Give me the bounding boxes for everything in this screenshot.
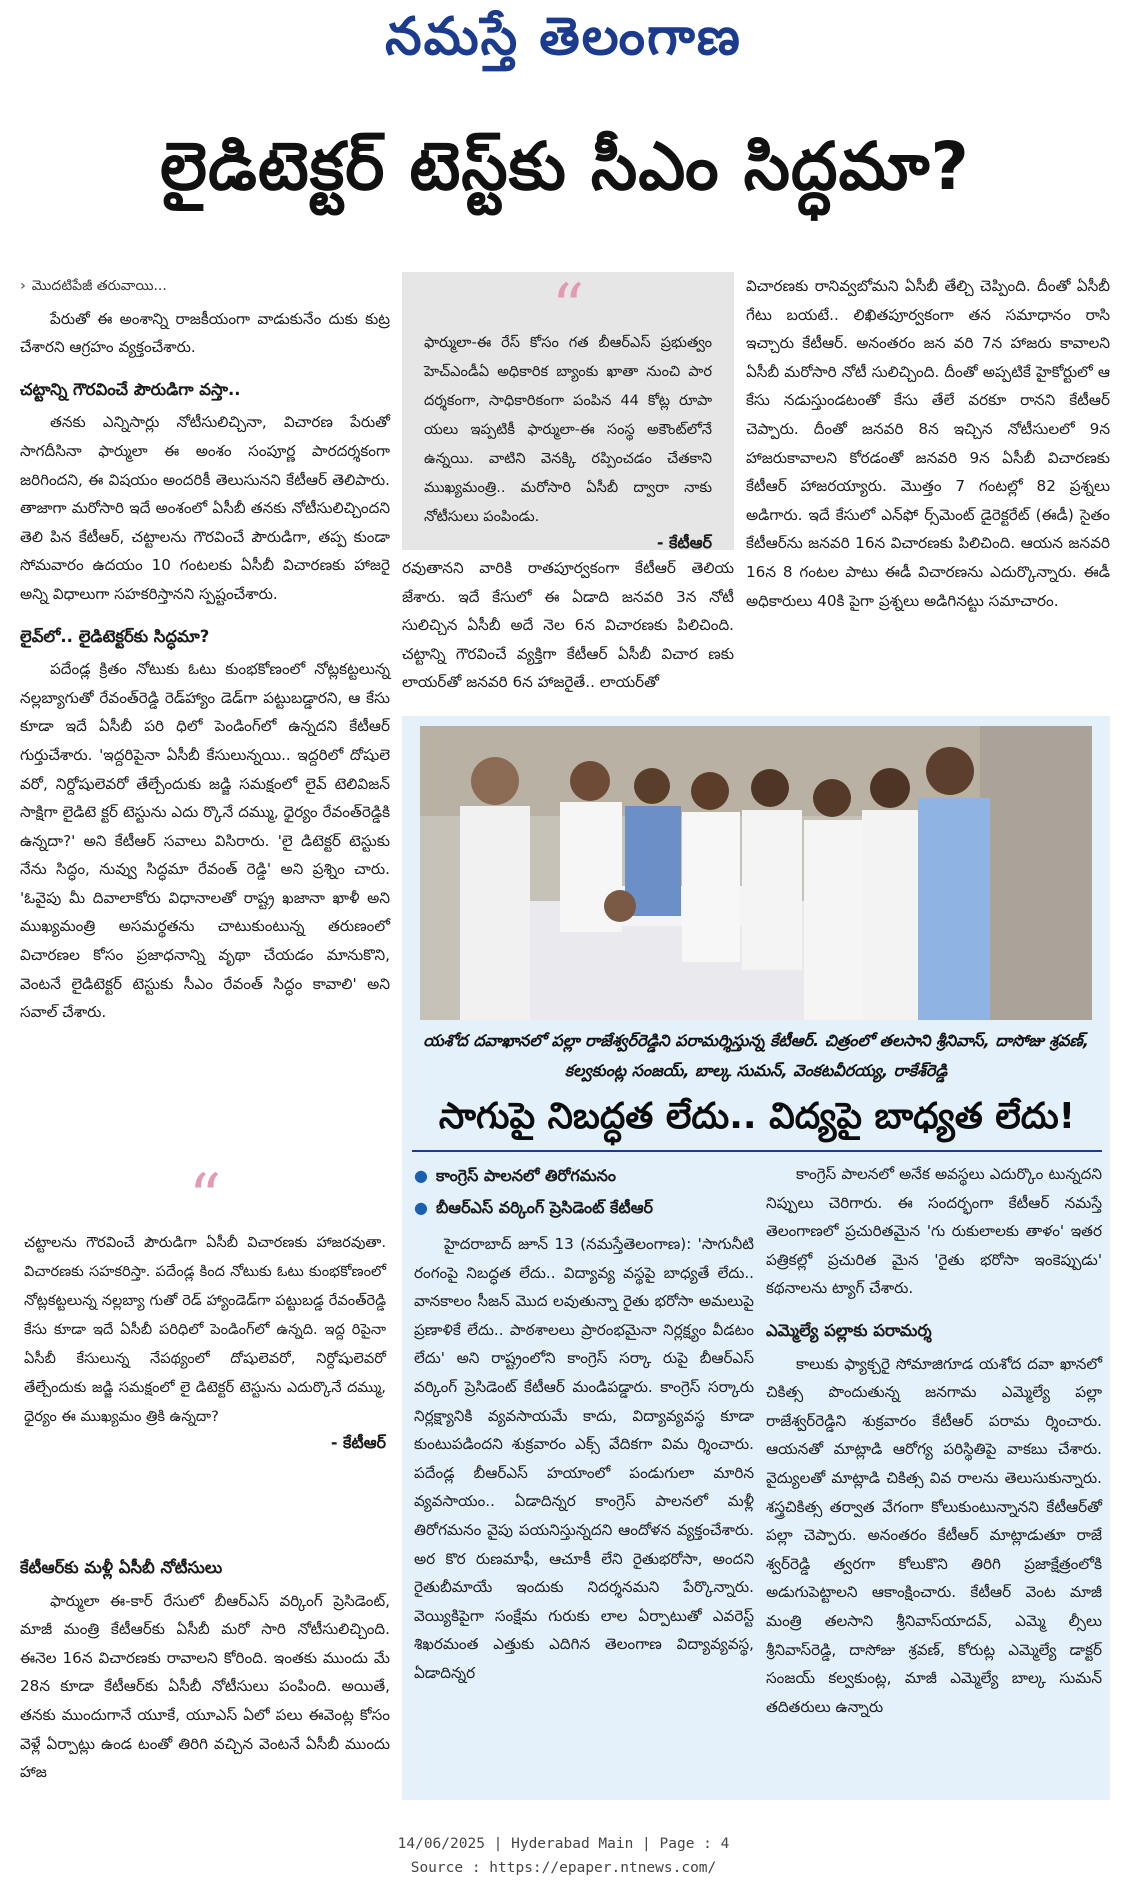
hospital-visit-photo	[420, 726, 1092, 1020]
col1-para-2: తనకు ఎన్నిసార్లు నోటీసులిచ్చినా, విచారణ పేరుతో సాగదీసినా ఫార్ములా ఈ అంశం సంపూర్ణ పారదర్శకంగా జరిగిందని, ఈ విషయం అందరికీ తెలుసునని కేటీఆర్ తెలిపారు. తాజాగా మరోసారి ఇదే అంశంలో ఏసీబీ తనకు నోటీసులిచ్చిందని తెలి పిన కేటీఆర్, చట్టాలను గౌరవించే పౌరుడిగా, తప్ప కుండా సోమవారం ఉదయం 10 గంటలకు ఏసీబీ విచారణకు హాజరై అన్ని విధాలుగా సహకరిస్తానని స్పష్టంచేశారు.	[20, 413, 390, 603]
story2-para-3: కాలుకు ఫ్యాక్చరై సోమాజిగూడ యశోద దవా ఖానలో చికిత్స పొందుతున్న జనగామ ఎమ్మెల్యే పల్లా రాజేశ్వర్‌రెడ్డిని శుక్రవారం కేటీఆర్ పరామ ర్శించారు. ఆయనతో మాట్లాడి ఆరోగ్య పరిస్థితిపై వాకబు చేశారు. వైద్యులతో మాట్లాడి చికిత్స వివ రాలను తెలుసుకున్నారు. శస్త్రచికిత్స తర్వాత వేగంగా కోలుకుంటున్నానని కేటీఆర్‌తో పల్లా చెప్పారు. అనంతరం కేటీఆర్ మాట్లాడుతూ రాజే శ్వర్‌రెడ్డి త్వరగా కోలుకొని తిరిగి ప్రజాక్షేత్రంలోకి అడుగుపెట్టాలని ఆకాంక్షించారు. కేటీఆర్ వెంట మాజీ మంత్రి తలసాని శ్రీనివాస్‌యాదవ్, ఎమ్మె ల్సీలు శ్రీనివాస్‌రెడ్డి, దాసోజు శ్రవణ్, కోరుట్ల ఎమ్మెల్యే డాక్టర్ సంజయ్ కల్వకుంట్ల, మాజీ ఎమ్మెల్యే బాల్క సుమన్ తదితరులు ఉన్నారు	[766, 1354, 1102, 1716]
story2-para-2: కాంగ్రెస్ పాలనలో అనేక అవస్థలు ఎదుర్కొం టున్నదని నిప్పులు చెరిగారు. ఈ సందర్భంగా కేటీఆర్ నమస్తే తెలంగాణలో ప్రచురితమైన 'గు రుకులాలకు తాళం' ఇతర పత్రికల్లో ప్రచురిత మైన 'రైతు భరోసా ఇంకెప్పుడు' కథనాలను ట్యాగ్ చేశారు.	[766, 1165, 1102, 1298]
col1-subheading-3: కేటీఆర్‌కు మళ్లీ ఏసీబీ నోటీసులు	[20, 1558, 223, 1577]
bullet-icon: ●	[414, 1198, 428, 1217]
story2-subheading: ఎమ్మెల్యే పల్లాకు పరామర్శ	[766, 1320, 932, 1340]
story2-column-right	[766, 1160, 1102, 1721]
pull-quote-center-text: ఫార్ములా-ఈ రేస్ కోసం గత బీఆర్‌ఎస్ ప్రభుత్వం హెచ్‌ఎండీఏ అధికారిక బ్యాంకు ఖాతా నుంచి పార దర్శకంగా, సాధికారికంగా పంపిన 44 కోట్ల రూపా యలు ఇప్పటికీ ఫార్ములా-ఈ సంస్థ అకౌంట్‌లోనే ఉన్నయి. వాటిని వెనక్కి రప్పించడం చేతకాని ముఖ్యమంత్రి.. మరోసారి ఏసీబీ ద్వారా నాకు నోటీసులు పంపిండు.	[424, 334, 712, 525]
photo-caption: యశోద దవాఖానలో పల్లా రాజేశ్వర్‌రెడ్డిని పరామర్శిస్తున్న కేటీఆర్. చిత్రంలో తలసాని శ్రీనివాస్, దాసోజు శ్రవణ్, కల్వకుంట్ల సంజయ్, బాల్క సుమన్, వెంకటవీరయ్య, రాకేశ్‌రెడ్డి	[423, 1031, 1089, 1080]
footer-source-link[interactable]: Source : https://epaper.ntnews.com/	[410, 1860, 717, 1876]
footer-edition-info: 14/06/2025 | Hyderabad Main | Page : 4	[397, 1836, 730, 1852]
pull-quote-left-signature: - కేటీఆర్	[330, 1433, 386, 1452]
quote-mark-icon: “	[551, 271, 585, 345]
col3-para-1: విచారణకు రానివ్వబోమని ఏసీబీ తేల్చి చెప్పింది. దీంతో ఏసీబీ గేటు బయటే.. లిఖితపూర్వకంగా తన సమాధానం రాసి ఇచ్చారు కేటీఆర్. అనంతరం జన వరి 7న హాజరు కావాలని ఏసీబీ మరోసారి నోటీ సులిచ్చింది. దీంతో అప్పటికే హైకోర్టులో ఆ కేసు నడుస్తుండటంతో కేసు తేలే వరకూ రానని కేటీఆర్ చెప్పారు. దీంతో జనవరి 8న ఇచ్చిన నోటీసులలో 9న హాజరుకావాలని కోరడంతో జనవరి 9న ఏసీబీ విచారణకు కేటీఆర్ హాజరయ్యారు. మొత్తం 7 గంటల్లో 82 ప్రశ్నలు అడిగారు. ఇదే కేసులో ఎన్‌ఫో ర్స్‌మెంట్ డైరెక్టరేట్ (ఈడీ) సైతం కేటీఆర్‌ను జనవరి 16న విచారణకు పిలిచింది. ఆయన జనవరి 16న 8 గంటల పాటు ఈడీ విచారణను ఎదుర్కొన్నారు. ఈడీ అధికారులు 40కి పైగా ప్రశ్నలు అడిగినట్టు సమాచారం.	[746, 277, 1110, 610]
bullet-icon: ●	[414, 1166, 428, 1185]
column-center	[402, 554, 734, 697]
col1-para-3: పదేండ్ల క్రితం నోటుకు ఓటు కుంభకోణంలో నోట్లకట్టలున్న నల్లబ్యాగుతో రేవంత్‌రెడ్డి రెడ్‌హ్యాం డెడ్‌గా పట్టుబడ్డారని, ఆ కేసు కూడా ఇదే ఏసీబీ పరి ధిలో పెండింగ్‌లో ఉన్నదని కేటీఆర్ గుర్తుచేశారు. 'ఇద్దరిపైనా ఏసీబీ కేసులున్నయి.. ఇద్దరిలో దోషులె వరో, నిర్దోషులెవరో తేల్చేందుకు జడ్జి సమక్షంలో లైవ్ టెలివిజన్ సాక్షిగా లైడిటె క్టర్ టెస్టును ఎదు ర్కొనే దమ్ము, ధైర్యం రేవంత్‌రెడ్డికి ఉన్నదా?' అని కేటీఆర్ సవాలు విసిరారు. 'లై డిటెక్టర్ టెస్టుకు నేను సిద్ధం, నువ్వు సిద్ధమా రేవంత్ రెడ్డి' అని ప్రశ్నిం చారు. 'ఓవైపు మీ దివాలాకోరు విధానాలతో రాష్ట్ర ఖజానా ఖాళీ అని ముఖ్యమంత్రి అసమర్థతను చాటుకుంటున్న తరుణంలో విచారణల కోసం ప్రజాధనాన్ని వృథా చేయడం మానుకొని, వెంటనే లైడిటెక్టర్ టెస్టుకు సీఎం రేవంత్ సిద్ధం కావాలి' అని సవాల్ చేశారు.	[20, 660, 390, 1022]
col1-para-4: ఫార్ములా ఈ-కార్ రేసులో బీఆర్‌ఎస్ వర్కింగ్ ప్రెసిడెంట్, మాజీ మంత్రి కేటీఆర్‌కు ఏసీబీ మరో సారి నోటీసులిచ్చింది. ఈనెల 16న విచారణకు రావాలని కోరింది. ఇంతకు ముందు మే 28న కూడా కేటీఆర్‌కు ఏసీబీ నోటీసులు పంపింది. అయితే, తనకు ముందుగానే యూకే, యూఎస్ ఏలో పలు ఈవెంట్ల కోసం వెళ్లే ఏర్పాట్లు ఉండ టంతో తిరిగి వచ్చిన వెంటనే ఏసీబీ ముందు హాజ	[20, 1591, 390, 1782]
story2-bullets	[414, 1160, 754, 1224]
masthead-logo: నమస్తే తెలంగాణ	[385, 6, 742, 67]
column-right	[746, 272, 1110, 615]
col1-para-1: పేరుతో ఈ అంశాన్ని రాజకీయంగా వాడుకునేం దుకు కుట్ర చేశారని ఆగ్రహం వ్యక్తంచేశారు.	[20, 309, 390, 357]
col1-subheading-2: లైవ్‌లో.. లైడిటెక్టర్‌కు సిద్ధమా?	[20, 626, 210, 646]
main-headline: లైడిటెక్టర్ టెస్ట్‌కు సీఎం సిద్ధమా?	[160, 128, 970, 205]
col2-para-1: రవుతానని వారికి రాతపూర్వకంగా కేటీఆర్ తెలియ జేశారు. ఇదే కేసులో ఈ ఏడాది జనవరి 3న నోటీ సులిచ్చిన ఏసీబీ అదే నెల 6న విచారణకు పిలిచింది. చట్టాన్ని గౌరవించే వ్యక్తిగా కేటీఆర్ ఏసీబీ విచార ణకు లాయర్‌తో జనవరి 6న హాజరైతే.. లాయర్‌తో	[402, 559, 734, 692]
page-footer	[0, 1832, 1127, 1880]
story2-headline: సాగుపై నిబద్ధత లేదు.. విద్యపై బాధ్యత లేదు!	[438, 1096, 1076, 1137]
story2-bullet-1: ● కాంగ్రెస్ పాలనలో తిరోగమనం	[414, 1166, 616, 1185]
story2-divider	[412, 1150, 1102, 1152]
pull-quote-left-text: చట్టాలను గౌరవించే పౌరుడిగా ఏసీబీ విచారణకు హాజరవుతా. విచారణకు సహకరిస్తా. పదేండ్ల కింద నోటుకు ఓటు కుంభకోణంలో నోట్లకట్టలున్న నల్లబ్యా గుతో రెడ్ హ్యాండెడ్‌గా పట్టుబడ్డ రేవంత్‌రెడ్డి కేసు కూడా ఇదే ఏసీబీ పరిధిలో పెండింగ్‌లో ఉన్నది. ఇద్ద రిపైనా ఏసీబీ కేసులున్న నేపథ్యంలో దోషులెవరో, నిర్దోషులెవరో తేల్చేందుకు జడ్జి సమక్షంలో లై డిటెక్టర్ టెస్టును ఎదుర్కొనే దమ్ము, ధైర్యం ఈ ముఖ్యమం త్రికి ఉన్నదా?	[24, 1234, 386, 1425]
col1-subheading-1: చట్టాన్ని గౌరవించే పౌరుడిగా వస్తా..	[20, 379, 241, 399]
story2-column-left	[414, 1160, 754, 1688]
column-left	[20, 272, 390, 1027]
story2-bullet-2: ● బీఆర్‌ఎస్ వర్కింగ్ ప్రెసిడెంట్ కేటీఆర్	[414, 1198, 653, 1217]
pull-quote-center-signature: - కేటీఆర్	[656, 533, 712, 552]
pull-quote-center	[402, 272, 734, 550]
chevron-right-icon: ›	[20, 278, 26, 294]
column-left-bottom	[20, 1540, 390, 1787]
quote-mark-icon: “	[188, 1161, 222, 1235]
story2-para-1: హైదరాబాద్ జూన్ 13 (నమస్తేతెలంగాణ): 'సాగునీటి రంగంపై నిబద్ధత లేదు.. విద్యావ్య వస్థపై బాధ్యతే లేదు.. వానకాలం సీజన్ మొద లవుతున్నా రైతు భరోసా అమలుపై ప్రణాళికే లేదు.. పాఠశాలలు ప్రారంభమైనా నిర్లక్ష్యం వీడటం లేదు' అని రాష్ట్రంలోని కాంగ్రెస్ సర్కా రుపై బీఆర్‌ఎస్ వర్కింగ్ ప్రెసిడెంట్ కేటీఆర్ మండిపడ్డారు. కాంగ్రెస్ సర్కారు నిర్లక్ష్యానికి వ్యవసాయమే కాదు, విద్యావ్యవస్థ కూడా కుంటుపడిందని శుక్రవారం ఎక్స్ వేదికగా విమ ర్శించారు. పదేండ్ల బీఆర్‌ఎస్ హయాంలో పండుగులా మారిన వ్యవసాయం.. ఏడాదిన్నర కాంగ్రెస్ పాలనలో మళ్లీ తిరోగమనం వైపు పయనిస్తున్నదని ఆందోళన వ్యక్తంచేశారు. అర కొర రుణమాఫీ, ఆచూకీ లేని రైతుభరోసా, అందని రైతుబీమాయే ఇందుకు నిదర్శనమని పేర్కొన్నారు. వెయ్యికిపైగా సంక్షేమ గురుకు లాల ఏర్పాటుతో ఎవరెస్ట్ శిఖరమంత ఎత్తుకు ఎదిగిన తెలంగాణ విద్యావ్యవస్థ, ఏడాదిన్నర	[414, 1235, 754, 1682]
pull-quote-left	[20, 1161, 390, 1456]
continued-from-front: › మొదటిపేజీ తరువాయి...	[20, 278, 167, 294]
